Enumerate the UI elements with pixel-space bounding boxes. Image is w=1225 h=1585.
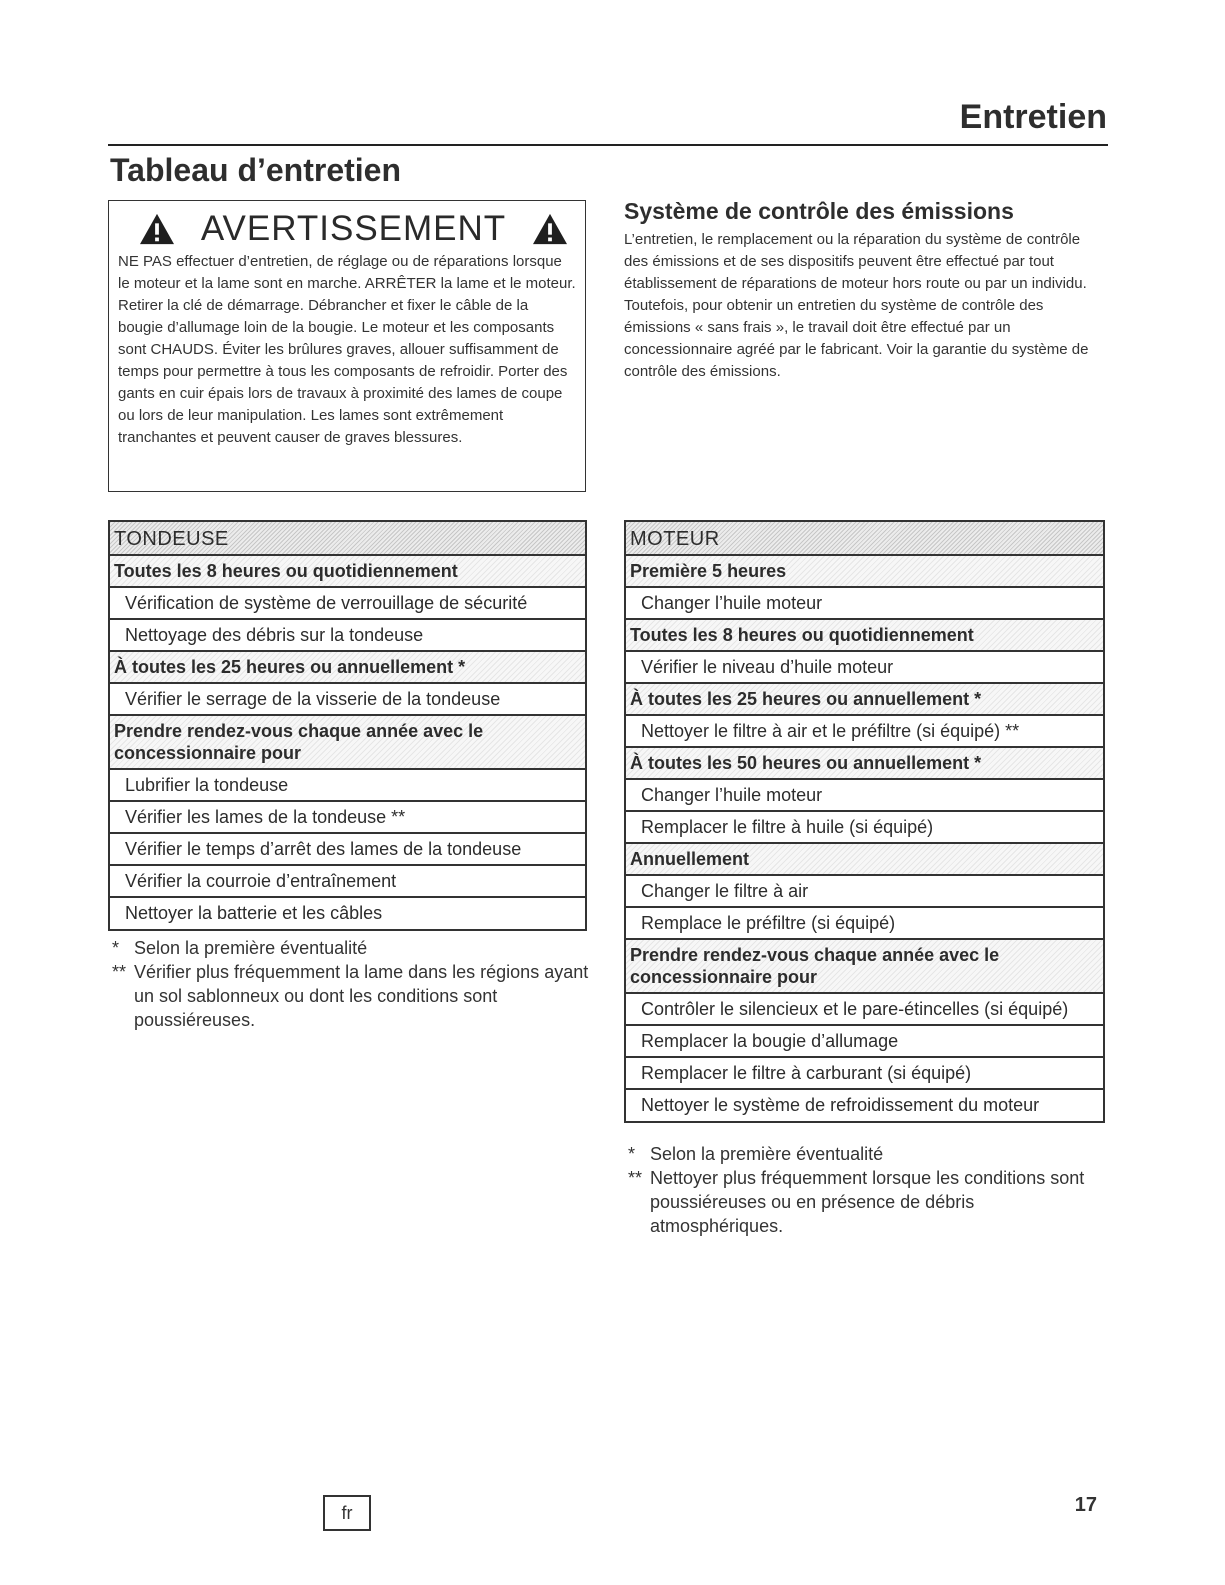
footnote-text: Selon la première éventualité [134,938,368,958]
footnote-text: Nettoyer plus fréquemment lorsque les conditions sont poussiéreuses ou en présence de débris atmosphériques. [650,1168,1085,1236]
warning-box [108,200,586,492]
table-section-header: Toutes les 8 heures ou quotidiennement [110,556,585,588]
table-section-header: Première 5 heures [626,556,1103,588]
footnote-mark: ** [628,1168,643,1188]
warning-title: AVERTISSEMENT [200,209,507,248]
emissions-text: L’entretien, le remplacement ou la réparation du système de contrôle des émissions et de ses dispositifs peuvent être effectué par tout établissement de réparations de moteur hors route ou par un individu. Toutefois, pour obtenir un entretien du système de contrôle des émissions « sans frais », le travail doit être effectué par un concessionnaire agréé par le fabricant. Voir la garantie du système de contrôle des émissions. [624,231,1089,380]
table-section-header: Prendre rendez-vous chaque année avec le concessionnaire pour [110,716,585,770]
engine-maintenance-table [624,520,1105,1123]
table-row: Nettoyer la batterie et les câbles [125,903,383,923]
table-row: Nettoyer le système de refroidissement du moteur [641,1095,1040,1115]
footnote-mark: ** [112,962,127,982]
table-row: Nettoyage des débris sur la tondeuse [110,620,585,652]
table-row: Vérifier le niveau d’huile moteur [626,652,1103,684]
table-section-header: Annuellement [626,844,1103,876]
page-number: 17 [1074,1494,1097,1516]
page-title: Tableau d’entretien [110,152,402,188]
table-section-header: À toutes les 25 heures ou annuellement * [626,684,1103,716]
table-row: Remplacer le filtre à huile (si équipé) [626,812,1103,844]
table-row: Contrôler le silencieux et le pare-étincelles (si équipé) [626,994,1103,1026]
emissions-section [624,198,1099,383]
table-row: Vérifier le temps d’arrêt des lames de la tondeuse [110,834,585,866]
table-row: Lubrifier la tondeuse [110,770,585,802]
footnote-text: Vérifier plus fréquemment la lame dans les régions ayant un sol sablonneux ou dont les conditions sont poussiéreuses. [134,962,589,1030]
footnote [112,960,592,1032]
table-row: Remplacer la bougie d’allumage [626,1026,1103,1058]
table-row: Changer l’huile moteur [626,780,1103,812]
footnote [628,1142,1098,1166]
mower-table-notes [112,936,592,1032]
footnote-mark: * [628,1144,636,1164]
table-row: Nettoyer le filtre à air et le préfiltre (si équipé) ** [626,716,1103,748]
table-title: TONDEUSE [110,522,585,556]
table-section-header: Prendre rendez-vous chaque année avec le concessionnaire pour [626,940,1103,994]
table-row: Remplacer le filtre à carburant (si équipé) [626,1058,1103,1090]
footnote-mark: * [112,938,120,958]
footnote [628,1166,1098,1238]
table-row: Vérification de système de verrouillage de sécurité [110,588,585,620]
table-row: Vérifier le serrage de la visserie de la tondeuse [110,684,585,716]
table-row: Remplace le préfiltre (si équipé) [626,908,1103,940]
table-section-header: Toutes les 8 heures ou quotidiennement [626,620,1103,652]
engine-table-notes [628,1142,1098,1238]
emissions-heading: Système de contrôle des émissions [624,198,1014,224]
table-title: MOTEUR [626,522,1103,556]
warning-triangle-icon [531,212,569,246]
language-badge: fr [323,1495,371,1531]
table-row: Changer le filtre à air [626,876,1103,908]
section-title: Entretien [959,98,1107,136]
warning-triangle-icon [138,212,176,246]
table-section-header: À toutes les 50 heures ou annuellement * [626,748,1103,780]
header-rule [108,144,1108,146]
table-row: Changer l’huile moteur [626,588,1103,620]
footnote-text: Selon la première éventualité [650,1144,884,1164]
table-row: Vérifier les lames de la tondeuse ** [110,802,585,834]
table-section-header: À toutes les 25 heures ou annuellement * [110,652,585,684]
warning-text: NE PAS effectuer d’entretien, de réglage ou de réparations lorsque le moteur et la lame sont en marche. ARRÊTER la lame et le moteur. Retirer la clé de démarrage. Débrancher et fixer le câble de la bougie d’allumage loin de la bougie. Le moteur et les composants sont CHAUDS. Éviter les brûlures graves, allouer suffisamment de temps pour permettre à tous les composants de refroidir. Porter des gants en cuir épais lors de travaux à proximité des lames de coupe ou lors de leur manipulation. Les lames sont extrêmement tranchantes et peuvent causer de graves blessures. [118,253,576,446]
table-row: Vérifier la courroie d’entraînement [110,866,585,898]
warning-heading [118,207,577,251]
mower-maintenance-table [108,520,587,931]
footnote [112,936,592,960]
